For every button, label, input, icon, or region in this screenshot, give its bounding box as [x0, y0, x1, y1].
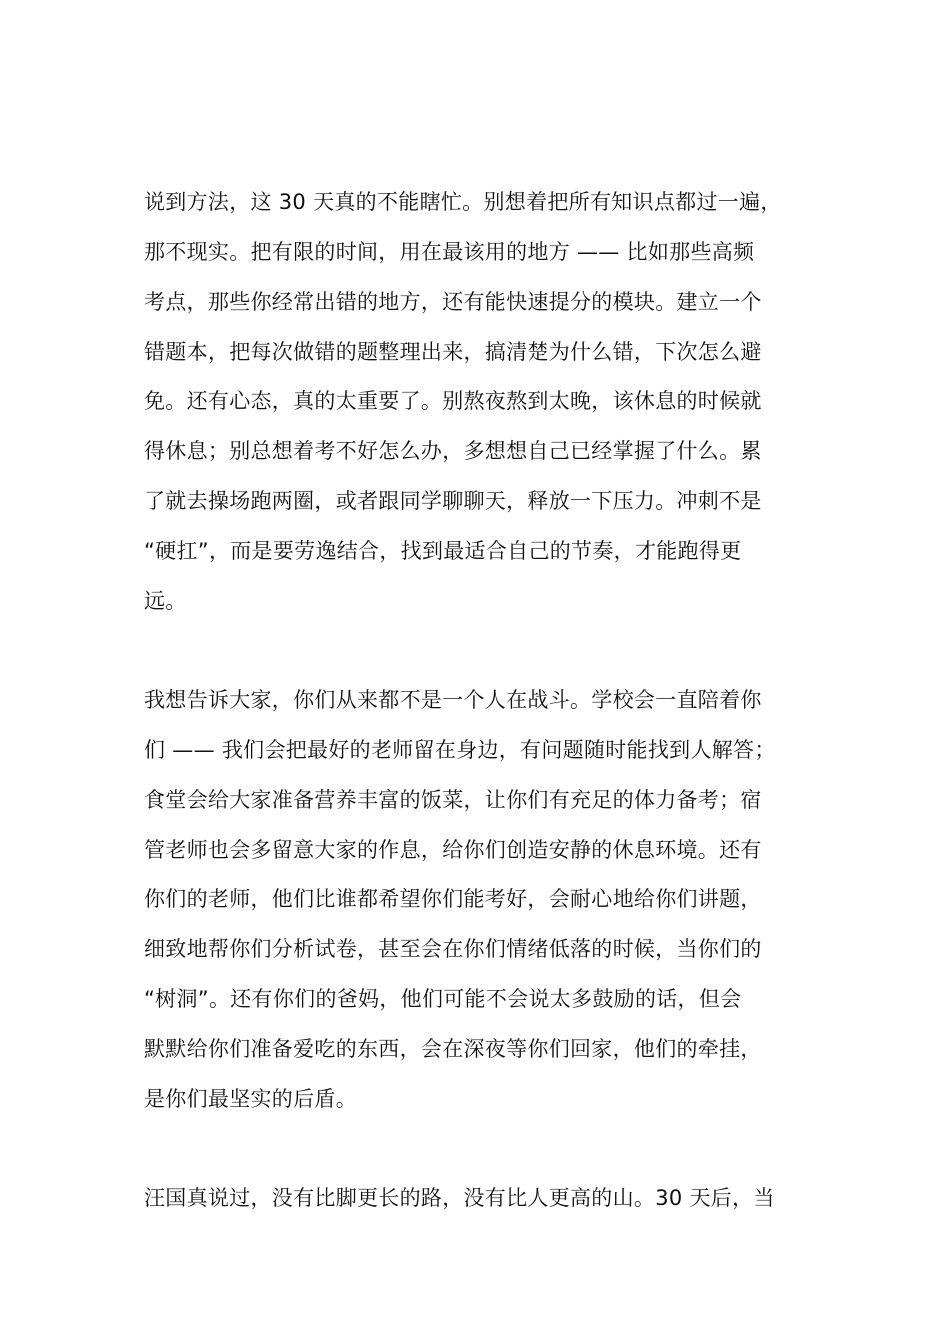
text-line: 你们的老师，他们比谁都希望你们能考好，会耐心地给你们讲题， [144, 887, 762, 911]
text-line: 那不现实。把有限的时间，用在最该用的地方 —— 比如那些高频 [144, 240, 755, 264]
text-line: 细致地帮你们分析试卷，甚至会在你们情绪低落的时候，当你们的 [144, 937, 762, 961]
text-line: 食堂会给大家准备营养丰富的饭菜，让你们有充足的体力备考；宿 [144, 788, 762, 812]
text-line: 远。 [144, 589, 187, 613]
text-line: 们 —— 我们会把最好的老师留在身边，有问题随时能找到人解答； [144, 738, 776, 762]
text-line: 了就去操场跑两圈，或者跟同学聊聊天，释放一下压力。冲刺不是 [144, 489, 762, 513]
text-line: “树洞”。还有你们的爸妈，他们可能不会说太多鼓励的话，但会 [144, 987, 742, 1011]
text-line: 免。还有心态，真的太重要了。别熬夜熬到太晚，该休息的时候就 [144, 389, 762, 413]
text-line: 汪国真说过，没有比脚更长的路，没有比人更高的山。30 天后，当 [144, 1186, 775, 1210]
text-line: 错题本，把每次做错的题整理出来，搞清楚为什么错，下次怎么避 [144, 340, 762, 364]
text-line: 管老师也会多留意大家的作息，给你们创造安静的休息环境。还有 [144, 838, 762, 862]
text-line: 得休息；别总想着考不好怎么办，多想想自己已经掌握了什么。累 [144, 439, 762, 463]
text-line: 默默给你们准备爱吃的东西，会在深夜等你们回家，他们的牵挂， [144, 1037, 762, 1061]
text-line: 我想告诉大家，你们从来都不是一个人在战斗。学校会一直陪着你 [144, 688, 762, 712]
text-line: 是你们最坚实的后盾。 [144, 1087, 357, 1111]
text-line: 考点，那些你经常出错的地方，还有能快速提分的模块。建立一个 [144, 290, 762, 314]
text-line: 说到方法，这 30 天真的不能瞎忙。别想着把所有知识点都过一遍， [144, 190, 782, 214]
text-line: “硬扛”，而是要劳逸结合，找到最适合自己的节奏，才能跑得更 [144, 539, 742, 563]
